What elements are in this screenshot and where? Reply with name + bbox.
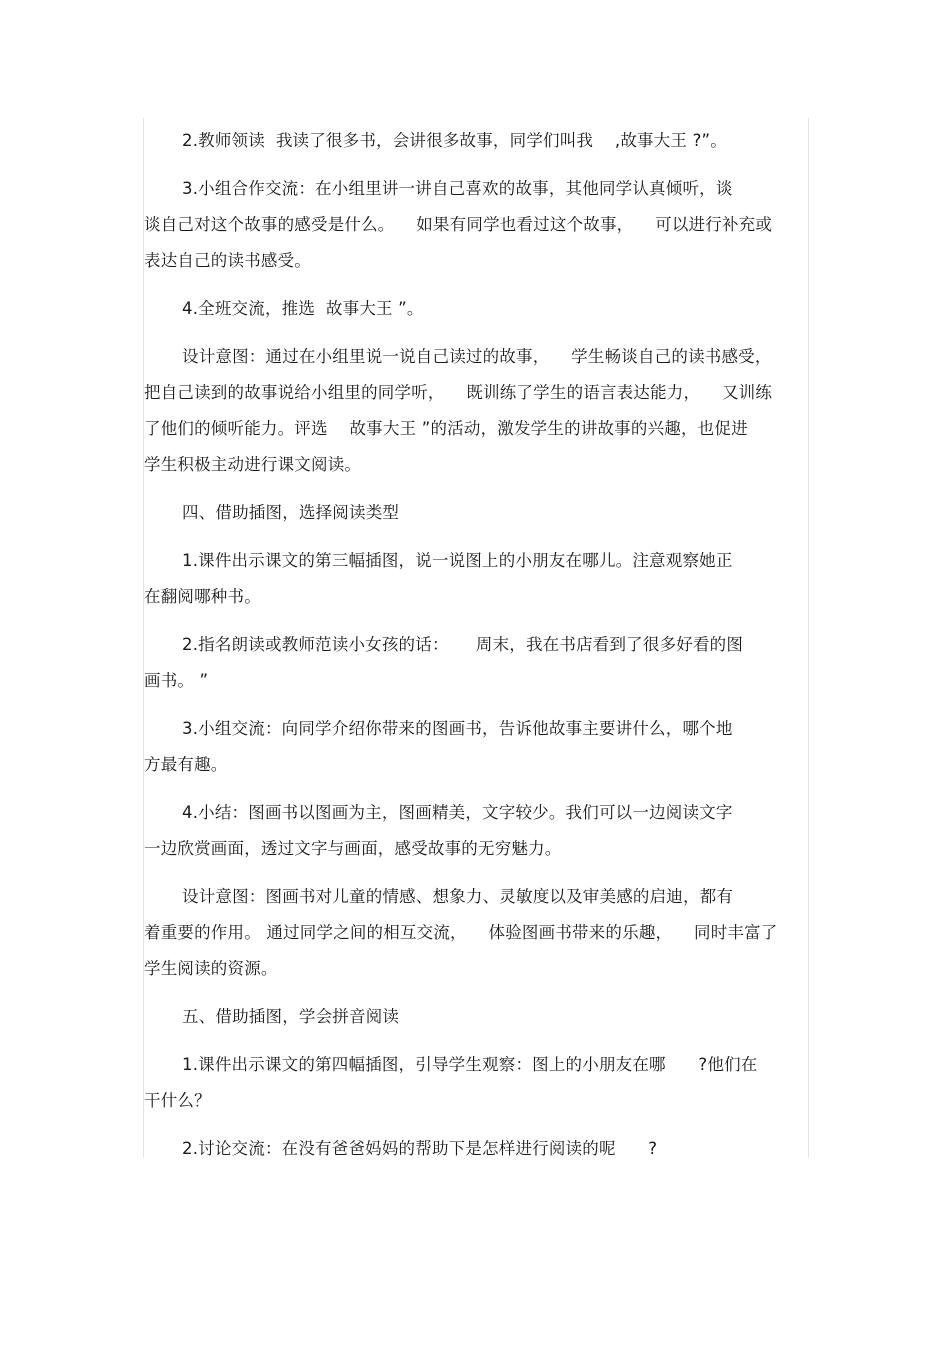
text-line: 干什么？ (144, 1091, 211, 1110)
section-heading: 四、借助插图，选择阅读类型 (182, 503, 400, 522)
text-line: 学生阅读的资源。 (144, 959, 278, 978)
text-line: 着重要的作用。 通过同学之间的相互交流， 体验图画书带来的乐趣， 同时丰富了 (144, 923, 778, 942)
text-line: 在翻阅哪种书。 (144, 587, 261, 606)
text-line: 了他们的倾听能力。评选 故事大王 ”的活动，激发学生的讲故事的兴趣，也促进 (144, 419, 748, 438)
section-heading: 五、借助插图，学会拼音阅读 (182, 1007, 400, 1026)
text-line: 学生积极主动进行课文阅读。 (144, 455, 362, 474)
text-line: 谈自己对这个故事的感受是什么。 如果有同学也看过这个故事， 可以进行补充或 (144, 215, 773, 234)
text-line: 1.课件出示课文的第四幅插图，引导学生观察：图上的小朋友在哪 ?他们在 (182, 1055, 758, 1074)
text-line: 4.小结：图画书以图画为主，图画精美，文字较少。我们可以一边阅读文字 (182, 803, 733, 822)
text-line: 把自己读到的故事说给小组里的同学听， 既训练了学生的语言表达能力， 又训练 (144, 383, 773, 402)
text-line: 3.小组合作交流：在小组里讲一讲自己喜欢的故事，其他同学认真倾听，谈 (182, 179, 733, 198)
text-line: 一边欣赏画面，透过文字与画面，感受故事的无穷魅力。 (144, 839, 562, 858)
text-line: 2.教师领读 我读了很多书，会讲很多故事，同学们叫我 ,故事大王 ?”。 (182, 131, 728, 150)
text-line: 画书。 ” (144, 671, 209, 690)
text-line: 2.讨论交流：在没有爸爸妈妈的帮助下是怎样进行阅读的呢 ? (182, 1139, 658, 1158)
text-line: 设计意图：图画书对儿童的情感、想象力、灵敏度以及审美感的启迪，都有 (182, 887, 734, 906)
text-line: 方最有趣。 (144, 755, 228, 774)
text-line: 设计意图：通过在小组里说一说自己读过的故事， 学生畅谈自己的读书感受， (182, 347, 772, 366)
text-line: 4.全班交流，推选 故事大王 ”。 (182, 299, 424, 318)
text-line: 2.指名朗读或教师范读小女孩的话： 周末，我在书店看到了很多好看的图 (182, 635, 744, 654)
text-line: 3.小组交流：向同学介绍你带来的图画书，告诉他故事主要讲什么，哪个地 (182, 719, 733, 738)
document-page (143, 118, 809, 1158)
text-line: 1.课件出示课文的第三幅插图，说一说图上的小朋友在哪儿。注意观察她正 (182, 551, 733, 570)
text-line: 表达自己的读书感受。 (144, 251, 311, 270)
